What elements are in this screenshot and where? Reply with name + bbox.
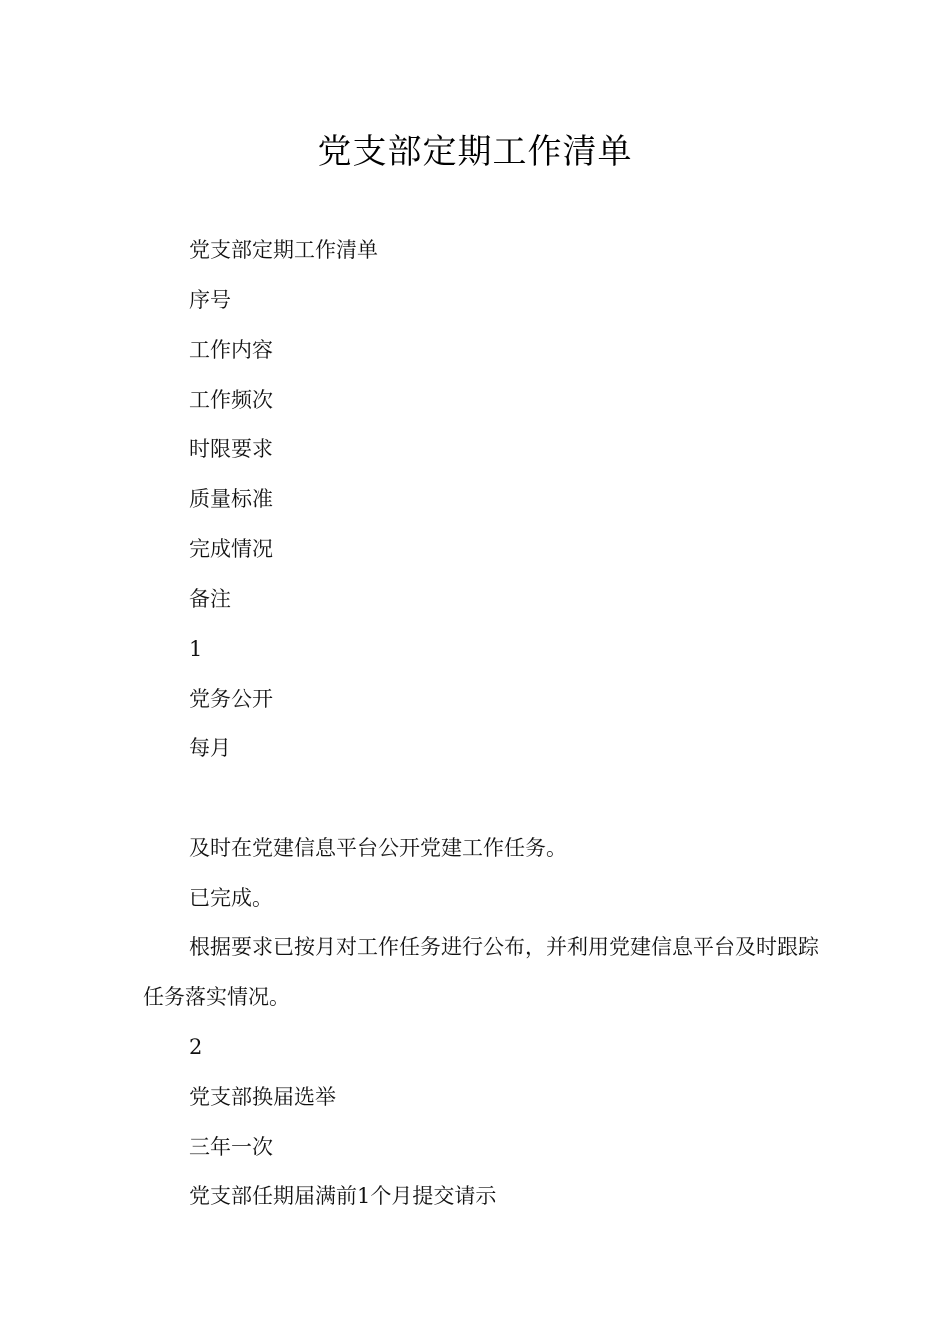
paragraph: 1: [189, 637, 203, 661]
paragraph: 2: [189, 1035, 203, 1059]
paragraph: 党支部定期工作清单: [189, 238, 378, 262]
paragraph: 工作频次: [189, 388, 273, 412]
paragraph: 时限要求: [189, 437, 273, 461]
paragraph: 质量标准: [189, 487, 273, 511]
paragraph: 每月: [189, 736, 231, 760]
paragraph: 完成情况: [189, 537, 273, 561]
paragraph: 序号: [189, 288, 231, 312]
paragraph: 根据要求已按月对工作任务进行公布，并利用党建信息平台及时跟踪任务落实情况。: [143, 935, 819, 1009]
paragraph: 已完成。: [189, 886, 273, 910]
paragraph: 三年一次: [189, 1135, 273, 1159]
document-title: 党支部定期工作清单: [317, 132, 633, 172]
paragraph: 及时在党建信息平台公开党建工作任务。: [189, 836, 567, 860]
paragraph: 备注: [189, 587, 231, 611]
paragraph: 党支部换届选举: [189, 1085, 336, 1109]
paragraph: 党支部任期届满前1个月提交请示: [189, 1184, 497, 1208]
paragraph: 党务公开: [189, 687, 273, 711]
paragraph: 工作内容: [189, 338, 273, 362]
